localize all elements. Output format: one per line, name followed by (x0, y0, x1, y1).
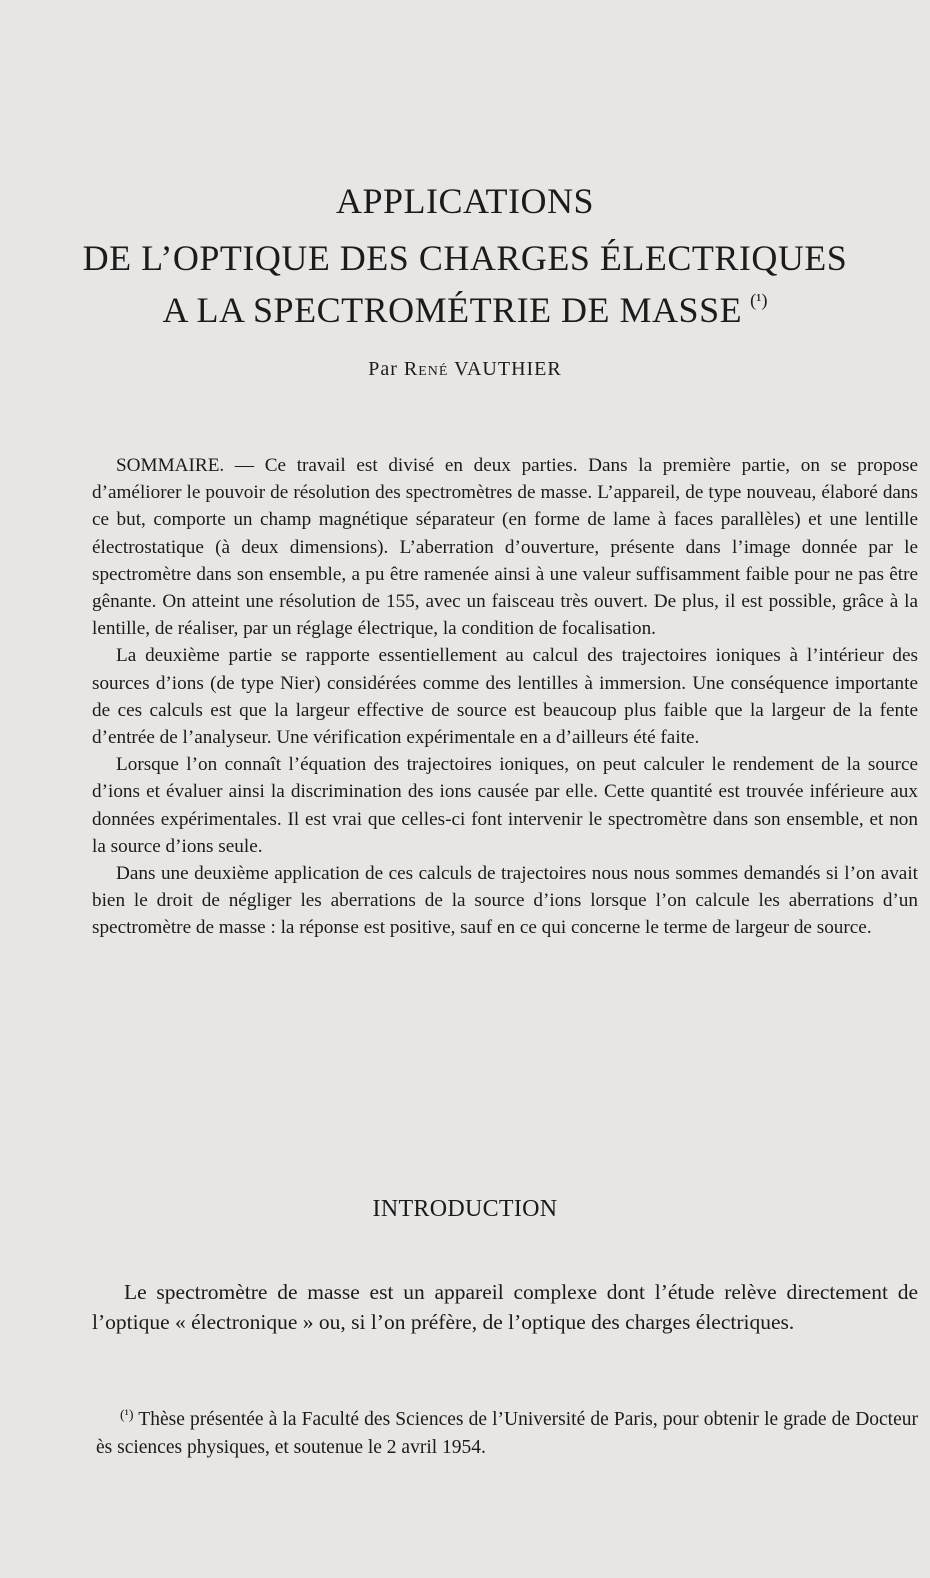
section-heading: INTRODUCTION (372, 1196, 558, 1222)
title-line-2: DE L’OPTIQUE DES CHARGES ÉLECTRIQUES (82, 238, 848, 278)
footnote-text: Thèse présentée à la Faculté des Sciences de l’Université de Paris, pour obtenir le grade de Docteur ès sciences physiques, et soutenue le 2 avril 1954. (96, 1409, 918, 1458)
summary-block (92, 452, 918, 942)
title-line-1: APPLICATIONS (335, 181, 595, 221)
footnote (96, 1402, 918, 1462)
summary-paragraph: Lorsque l’on connaît l’équation des trajectoires ioniques, on peut calculer le rendement de la source d’ions et évaluer ainsi la discrimination des ions causée par elle. Cette quantité est trouvée inférieure aux données expérimentales. Il est vrai que celles-ci font intervenir le spectromètre dans son ensemble, et non la source d’ions seule. (92, 754, 918, 857)
title-footnote-ref: (¹) (750, 290, 768, 310)
summary-paragraph: La deuxième partie se rapporte essentiellement au calcul des trajectoires ioniques à l’intérieur des sources d’ions (de type Nier) considérées comme des lentilles à immersion. Une conséquence importante de ces calculs est que la largeur effective de source est beaucoup plus faible que la largeur de la fente d’entrée de l’analyseur. Une vérification expérimentale en a d’ailleurs été faite. (92, 645, 918, 749)
title-line-3 (0, 291, 930, 328)
byline-prefix: Par (368, 358, 398, 380)
title-line-3-text: A LA SPECTROMÉTRIE DE MASSE (162, 290, 743, 330)
footnote-number: (¹) (120, 1408, 134, 1423)
summary-paragraph: SOMMAIRE. — Ce travail est divisé en deux parties. Dans la première partie, on se propose d’améliorer le pouvoir de résolution des spectromètres de masse. L’appareil, de type nouveau, élaboré dans ce but, comporte un champ magnétique séparateur (en forme de lame à faces parallèles) et une lentille électrostatique (à deux dimensions). L’aberration d’ouverture, présente dans l’image donnée par le spectromètre dans son ensemble, a pu être ramenée ainsi à une valeur suffisamment faible pour ne pas être gênante. On atteint une résolution de 155, avec un faisceau très ouvert. De plus, il est possible, grâce à la lentille, de réaliser, par un réglage électrique, la condition de focalisation. (92, 455, 918, 640)
author-byline (0, 358, 930, 381)
summary-paragraph: Dans une deuxième application de ces calculs de trajectoires nous nous sommes demandés si l’on avait bien le droit de négliger les aberrations de la source d’ions lorsque l’on calcule les aberrations d’un spectromètre de masse : la réponse est positive, sauf en ce qui concerne le terme de largeur de source. (92, 863, 918, 939)
author-last-name: VAUTHIER (454, 358, 562, 380)
introduction-paragraph: Le spectromètre de masse est un appareil complexe dont l’étude relève directement de l’optique « électronique » ou, si l’on préfère, de l’optique des charges électriques. (92, 1280, 918, 1334)
author-first-name: René (403, 358, 449, 380)
